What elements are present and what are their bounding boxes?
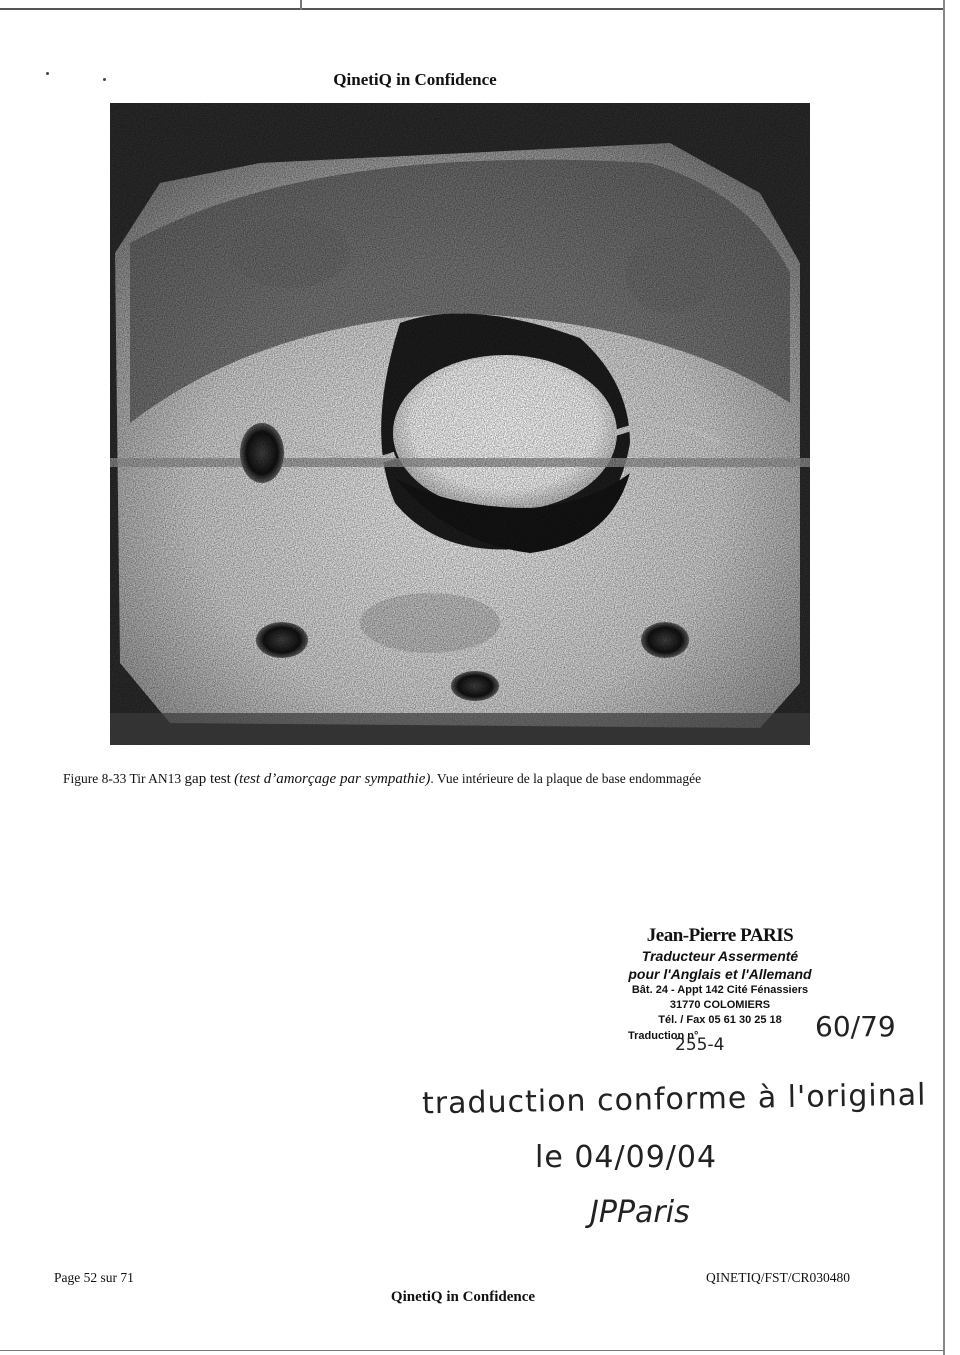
stamp-name: Jean-Pierre PARIS xyxy=(646,925,794,946)
stamp-translation-label: Traduction n° xyxy=(628,1030,699,1042)
stamp-role: Traducteur Assermenté xyxy=(641,948,799,964)
handwritten-page-ref: 60/79 xyxy=(815,1010,896,1043)
caption-italic: (test d’amorçage par sympathie) xyxy=(234,771,431,787)
stamp-address2: 31770 COLOMIERS xyxy=(669,999,771,1011)
caption-prefix: Figure 8-33 Tir AN13 xyxy=(63,771,182,786)
handwritten-date: le 04/09/04 xyxy=(535,1140,718,1175)
scan-mark xyxy=(300,0,302,10)
scan-edge-top xyxy=(0,8,944,10)
figure-photo xyxy=(110,103,810,745)
handwritten-translation-number: 255-4 xyxy=(675,1035,725,1055)
footer-page-number: Page 52 sur 71 xyxy=(54,1270,134,1285)
stamp-address1: Bât. 24 - Appt 142 Cité Fénassiers xyxy=(631,984,809,996)
stamp-phone: Tél. / Fax 05 61 30 25 18 xyxy=(658,1014,782,1026)
scan-edge-bottom xyxy=(0,1350,944,1351)
scan-edge-right xyxy=(943,0,945,1355)
header-confidence: QinetiQ in Confidence xyxy=(333,70,497,89)
figure-caption xyxy=(63,771,701,788)
handwritten-certification: traduction conforme à l'original xyxy=(421,1077,927,1122)
translator-stamp xyxy=(600,925,840,1044)
handwritten-signature: JPParis xyxy=(590,1195,690,1230)
caption-gap-test: gap test xyxy=(184,771,231,787)
caption-suffix: . Vue intérieure de la plaque de base endommagée xyxy=(430,771,702,786)
footer-reference: QINETIQ/FST/CR030480 xyxy=(706,1270,851,1285)
footer-confidence: QinetiQ in Confidence xyxy=(390,1289,536,1305)
stamp-languages: pour l'Anglais et l'Allemand xyxy=(628,966,812,982)
